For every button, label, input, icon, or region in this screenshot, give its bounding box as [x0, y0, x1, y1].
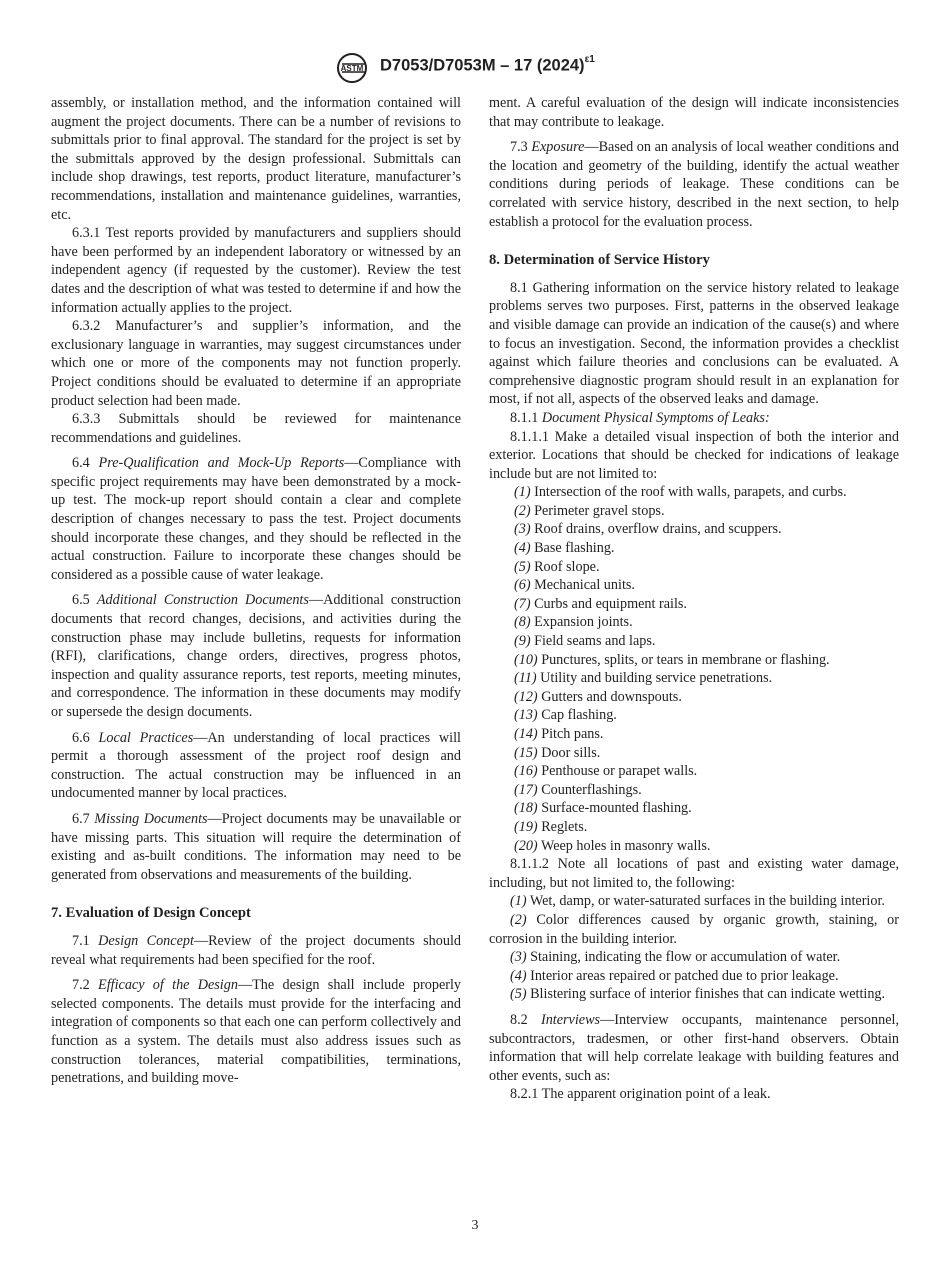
list-item-text: Field seams and laps.: [534, 633, 656, 650]
document-designation: D7053/D7053M – 17 $(2024)^{\varepsilon 1}$: [380, 54, 595, 75]
list-item-number: (5): [510, 986, 527, 1003]
paragraph-8-1-1: 8.1.1 Document Physical Symptoms of Leaks:: [510, 409, 770, 426]
list-item-text: Gutters and downspouts.: [541, 688, 682, 705]
list-item: [489, 483, 899, 502]
list-item-text: Penthouse or parapet walls.: [541, 763, 698, 780]
list-item-number: (2): [514, 502, 531, 519]
paragraph-6-5: 6.5 Additional Construction Documents—Additional construction documents that record changes, decisions, and activities during the construction phase may include bulletins, requests for information (RFI), clarifications, change orders, directives, progress photos, inspection and quality assurance reports, test reports, meeting minutes, and correspondence. The information in these documents may modify or supersede the design documents.: [51, 592, 461, 720]
paragraph-6-3-2: 6.3.2 Manufacturer’s and supplier’s information, and the exclusionary language in warranties, may suggest circumstances under which one or more of the components may not function properly. Project conditions should be evaluated to determine if an appropriate product selection had been made.: [51, 318, 461, 409]
list-item-number: (12): [514, 688, 538, 705]
left-column: [51, 94, 461, 1088]
list-item-number: (3): [510, 949, 527, 966]
paragraph-6-3-3: 6.3.3 Submittals should be reviewed for maintenance recommendations and guidelines.: [51, 411, 461, 446]
list-item-number: (11): [514, 670, 537, 687]
list-item-number: (13): [514, 707, 538, 724]
list-item: [489, 502, 899, 521]
list-item: [489, 985, 899, 1004]
list-item-number: (2): [510, 911, 527, 928]
epsilon-superscript: ε1: [584, 54, 595, 65]
list-item-number: (18): [514, 800, 538, 817]
paragraph-6-3-cont: assembly, or installation method, and the information contained will augment the project documents. There can be a number of revisions to submittals prior to final approval. The standard for the project is set by the submittals approved by the design professional. Submittals can include shop drawings, test reports, product literature, manufacturer’s recommendations, installation and maintenance guidelines, warranties, etc.: [51, 95, 461, 223]
list-item-text: Curbs and equipment rails.: [534, 595, 687, 612]
list-item-text: Expansion joints.: [534, 614, 633, 631]
list-item: [489, 595, 899, 614]
paragraph-7-3: 7.3 Exposure—Based on an analysis of local weather conditions and the location and geometry of the building, identify the actual weather conditions during periods of leakage. These conditions can be correlated with service history, described in the next section, to help establish a protocol for the evaluation process.: [489, 139, 900, 230]
paragraph-7-2: 7.2 Efficacy of the Design—The design shall include properly selected components. The details must provide for the interfacing and integration of components so that each one can perform collectively and function as a system. The details must also address issues such as construction tolerances, material compatibilities, terminations, penetrations, and building move-: [51, 977, 461, 1087]
paragraph-6-3-1: 6.3.1 Test reports provided by manufacturers and suppliers should have been performed by an independent laboratory or witnessed by an independent agency (if requested by the customer). Review the test dates and the description of what was tested to determine if and how the information actually applies to the project.: [51, 225, 461, 316]
list-item-text: Blistering surface of interior finishes that can indicate wetting.: [530, 986, 886, 1003]
list-item-text: Wet, damp, or water-saturated surfaces in the building interior.: [529, 893, 885, 910]
page-number: 3: [471, 1218, 479, 1233]
list-item-number: (4): [510, 967, 527, 984]
paragraph-6-4: 6.4 Pre-Qualification and Mock-Up Reports—Compliance with specific project requirements may have been demonstrated by a mock-up test. The mock-up report should contain a clear and complete description of changes necessary to pass the test. Project documents should incorporate these changes, and they should be reflected in the actual construction. Failure to incorporate these changes should be considered as a possible cause of water leakage.: [51, 455, 461, 583]
list-item: [489, 613, 899, 632]
list-item-text: Staining, indicating the flow or accumulation of water.: [530, 949, 841, 966]
list-item: [489, 725, 899, 744]
list-item-number: (9): [514, 633, 531, 650]
list-item-number: (17): [514, 781, 538, 798]
inspection-locations-list: [489, 483, 899, 855]
list-item-number: (16): [514, 763, 538, 780]
list-item-text: Roof slope.: [534, 558, 600, 575]
list-item-text: Reglets.: [541, 818, 588, 835]
paragraph-6-6: 6.6 Local Practices—An understanding of local practices will permit a thorough assessment of the project roof design and construction. The actual construction may be influenced in an undocumented manner by local practices.: [51, 729, 461, 802]
list-item-number: (1): [510, 893, 527, 910]
list-item: [489, 781, 899, 800]
list-item-text: Utility and building service penetrations.: [540, 670, 773, 687]
list-item-number: (15): [514, 744, 538, 761]
list-item: [489, 744, 899, 763]
list-item-number: (3): [514, 521, 531, 538]
list-item-number: (8): [514, 614, 531, 631]
list-item: [489, 651, 899, 670]
paragraph-7-2-cont: ment. A careful evaluation of the design will indicate inconsistencies that may contribute to leakage.: [489, 95, 899, 130]
paragraph-8-1-1-2: 8.1.1.2 Note all locations of past and existing water damage, including, but not limited to, the following:: [489, 856, 899, 891]
list-item-number: (5): [514, 558, 531, 575]
list-item: [489, 520, 899, 539]
water-damage-list: [489, 892, 899, 1004]
paragraph-7-1: 7.1 Design Concept—Review of the project documents should reveal what requirements had been specified for the roof.: [51, 932, 461, 968]
list-item-text: Base flashing.: [534, 540, 615, 557]
list-item: [489, 762, 899, 781]
list-item: [489, 558, 899, 577]
list-item-text: Mechanical units.: [534, 577, 635, 594]
list-item-number: (7): [514, 595, 531, 612]
list-item-number: (20): [514, 837, 538, 854]
list-item-text: Interior areas repaired or patched due to prior leakage.: [530, 967, 839, 984]
list-item: [489, 706, 899, 725]
list-item: [489, 818, 899, 837]
list-item-text: Surface-mounted flashing.: [541, 800, 692, 817]
list-item: [489, 669, 899, 688]
list-item-text: Punctures, splits, or tears in membrane or flashing.: [541, 651, 830, 668]
section-heading-8: 8. Determination of Service History: [489, 252, 710, 269]
list-item-number: (4): [514, 540, 531, 557]
astm-logo-icon: [336, 52, 372, 84]
list-item: [489, 799, 899, 818]
paragraph-8-1-1-1: 8.1.1.1 Make a detailed visual inspection of both the interior and exterior. Locations that should be checked for indications of leakage include but are not limited to:: [489, 428, 899, 482]
list-item: [489, 892, 899, 911]
paragraph-6-7: 6.7 Missing Documents—Project documents may be unavailable or have missing parts. This situation will require the determination of existing and as-built conditions. The information may need to be generated from observations and measurements of the building.: [51, 810, 462, 883]
list-item-text: Weep holes in masonry walls.: [540, 837, 711, 854]
right-column: [489, 94, 899, 1104]
list-item: [489, 688, 899, 707]
svg-text:ASTM: ASTM: [340, 64, 364, 73]
list-item-text: Roof drains, overflow drains, and scuppers.: [534, 521, 782, 538]
list-item-number: (19): [514, 818, 538, 835]
list-item-text: Perimeter gravel stops.: [534, 502, 665, 519]
list-item: [489, 948, 899, 967]
list-item-number: (10): [514, 651, 538, 668]
list-item-text: Cap flashing.: [541, 707, 617, 724]
paragraph-8-2: 8.2 Interviews—Interview occupants, maintenance personnel, subcontractors, tradesmen, or other first-hand observers. Obtain information that will help correlate leakage with building features and other events, such as:: [489, 1011, 899, 1084]
list-item: [489, 539, 899, 558]
list-item: [489, 837, 899, 856]
list-item: [489, 967, 899, 986]
paragraph-8-1: 8.1 Gathering information on the service history related to leakage problems serves two purposes. First, patterns in the observed leakage and visible damage can provide an indication of the cause(s) and where to focus an investigation. Second, the information provides a checklist against which failure theories and conclusions can be evaluated. A comprehensive diagnostic program should result in an explanation for most, if not all, aspects of the observed leaks and damage.: [489, 279, 899, 408]
list-item-text: Intersection of the roof with walls, parapets, and curbs.: [534, 484, 847, 501]
list-item: [489, 632, 899, 651]
list-item-number: (1): [514, 484, 531, 501]
list-item-text: Color differences caused by organic growth, staining, or corrosion in the building interior.: [489, 911, 900, 947]
list-item: [489, 911, 899, 948]
list-item-text: Counterflashings.: [541, 781, 642, 798]
list-item-number: (6): [514, 577, 531, 594]
section-heading-7: 7. Evaluation of Design Concept: [51, 905, 251, 922]
list-item: [489, 576, 899, 595]
list-item-text: Door sills.: [541, 744, 601, 761]
page-header: [0, 52, 950, 86]
list-item-text: Pitch pans.: [541, 726, 604, 742]
paragraph-8-2-1: 8.2.1 The apparent origination point of a leak.: [510, 1086, 771, 1103]
list-item-number: (14): [514, 726, 538, 742]
